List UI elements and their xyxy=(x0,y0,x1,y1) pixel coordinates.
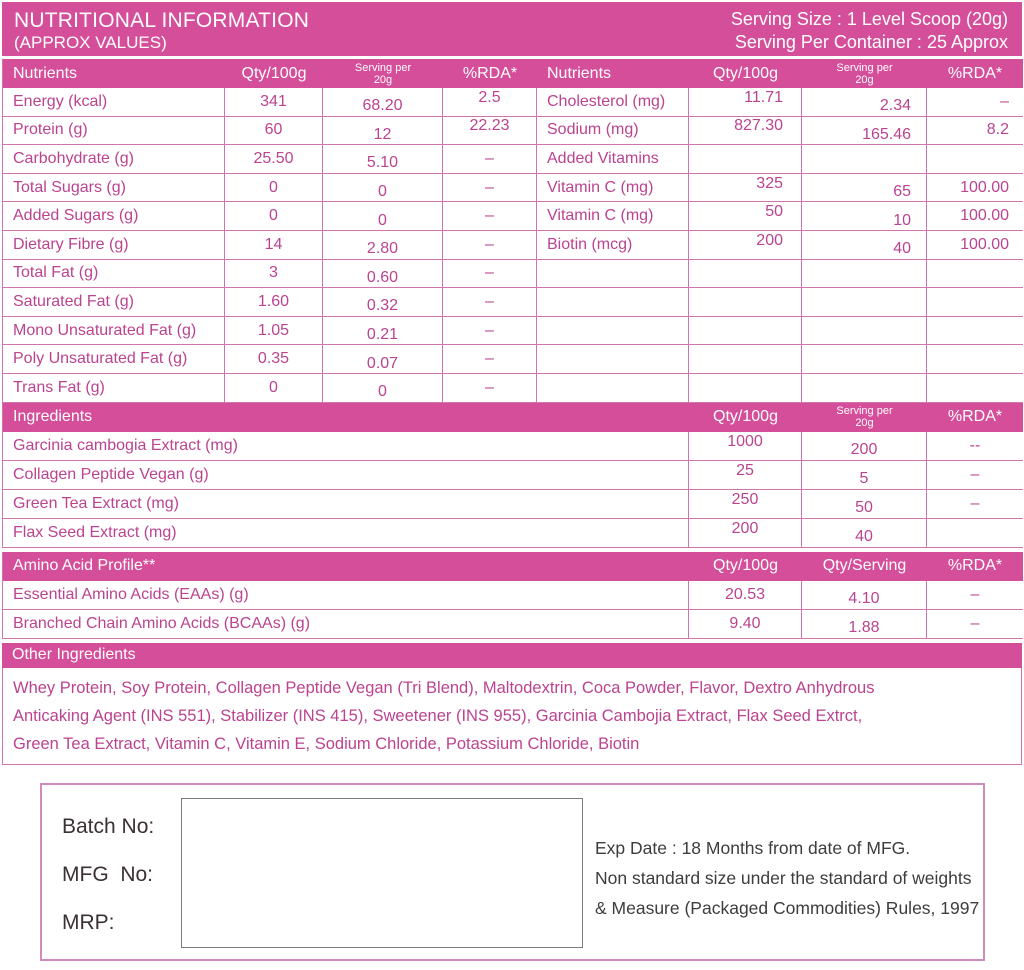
nutrient-name xyxy=(537,288,689,317)
serving-20g-label: 20g xyxy=(373,73,393,86)
nutrient-serving: 0 xyxy=(323,174,443,203)
ingredient-name: Green Tea Extract (mg) xyxy=(3,490,689,519)
nutrient-qty: 0.35 xyxy=(225,345,323,374)
nutrient-rda: – xyxy=(443,374,537,403)
nutrient-rda: 100.00 xyxy=(927,174,1023,203)
other-ingredients-title: Other Ingredients xyxy=(2,643,1022,668)
nutrient-rda xyxy=(927,145,1023,174)
batch-no-label: Batch No: xyxy=(62,814,155,838)
batch-info-box xyxy=(40,783,985,961)
col-header-qty-right: Qty/100g xyxy=(689,59,802,88)
col-header-serving-left xyxy=(323,59,443,88)
batch-details-blank-box xyxy=(181,798,583,948)
nutrient-name xyxy=(537,345,689,374)
nutrient-rda: – xyxy=(443,202,537,231)
serving-per-label: Serving per xyxy=(836,405,893,418)
nutrient-serving xyxy=(802,345,927,374)
nutrient-qty xyxy=(689,374,802,403)
serving-20g-label: 20g xyxy=(855,417,874,430)
page-title: NUTRITIONAL INFORMATION xyxy=(14,9,310,32)
nutrient-rda: – xyxy=(443,288,537,317)
ingredient-rda: – xyxy=(927,490,1023,519)
nutrient-name: Total Sugars (g) xyxy=(3,174,225,203)
nutrient-name: Biotin (mcg) xyxy=(537,231,689,260)
measure-rules-line: & Measure (Packaged Commodities) Rules, 1997 xyxy=(595,897,980,918)
nutrient-qty xyxy=(689,260,802,289)
nutrient-serving: 0 xyxy=(323,374,443,403)
col-header-rda: %RDA* xyxy=(927,403,1023,432)
nutrient-qty: 341 xyxy=(225,88,323,117)
ingredient-rda: -- xyxy=(927,432,1023,461)
other-ingredients-line3: Green Tea Extract, Vitamin C, Vitamin E, Sodium Chloride, Potassium Chloride, Biotin xyxy=(13,734,640,753)
nutrient-rda: – xyxy=(443,260,537,289)
nutrient-qty: 3 xyxy=(225,260,323,289)
nutrition-table xyxy=(2,59,1022,403)
nutrient-rda xyxy=(927,288,1023,317)
ingredient-serving: 50 xyxy=(802,490,927,519)
nutrient-serving xyxy=(802,317,927,346)
mrp-label: MRP: xyxy=(62,910,115,934)
page-subtitle: (APPROX VALUES) xyxy=(14,33,167,52)
serving-per-container: Serving Per Container : 25 Approx xyxy=(734,32,1008,52)
nutrient-name xyxy=(537,374,689,403)
nutrient-serving: 10 xyxy=(802,202,927,231)
other-ingredients-line1: Whey Protein, Soy Protein, Collagen Peptide Vegan (Tri Blend), Maltodextrin, Coca Powder, Flavor, Dextro Anhydrous xyxy=(13,678,875,697)
nutrient-name: Cholesterol (mg) xyxy=(537,88,689,117)
nutrient-name: Protein (g) xyxy=(3,117,225,146)
nutrient-serving: 0.21 xyxy=(323,317,443,346)
serving-info xyxy=(731,8,1008,54)
amino-qty: 20.53 xyxy=(689,581,802,610)
amino-section-title: Amino Acid Profile** xyxy=(3,552,689,581)
nutrient-rda: 22.23 xyxy=(443,117,537,146)
nutrient-rda: 100.00 xyxy=(927,231,1023,260)
non-standard-line: Non standard size under the standard of weights xyxy=(595,867,972,888)
nutrient-serving xyxy=(802,145,927,174)
mfg-no-label: MFG No: xyxy=(62,862,154,886)
ingredient-qty: 25 xyxy=(689,461,802,490)
col-header-rda-left: %RDA* xyxy=(443,59,537,88)
amino-name: Branched Chain Amino Acids (BCAAs) (g) xyxy=(3,610,689,639)
nutrient-serving: 0.07 xyxy=(323,345,443,374)
nutrient-name: Vitamin C (mg) xyxy=(537,202,689,231)
serving-size: Serving Size : 1 Level Scoop (20g) xyxy=(730,9,1008,29)
col-header-qty: Qty/100g xyxy=(689,552,802,581)
nutrient-rda: – xyxy=(443,145,537,174)
serving-per-label: Serving per xyxy=(354,61,412,74)
col-header-serving-right xyxy=(802,59,927,88)
amino-serving: 1.88 xyxy=(802,610,927,639)
col-header-qty-left: Qty/100g xyxy=(225,59,323,88)
col-header-qty-serving: Qty/Serving xyxy=(802,552,927,581)
nutrient-qty: 14 xyxy=(225,231,323,260)
col-header-rda-right: %RDA* xyxy=(927,59,1023,88)
col-header-rda: %RDA* xyxy=(927,552,1023,581)
nutrient-rda: 2.5 xyxy=(443,88,537,117)
amino-name: Essential Amino Acids (EAAs) (g) xyxy=(3,581,689,610)
nutrient-rda: – xyxy=(443,231,537,260)
nutrient-rda: 100.00 xyxy=(927,202,1023,231)
nutrient-rda: – xyxy=(443,317,537,346)
nutrient-qty: 60 xyxy=(225,117,323,146)
nutrient-serving: 0 xyxy=(323,202,443,231)
nutrient-serving xyxy=(802,288,927,317)
ingredient-serving: 40 xyxy=(802,519,927,548)
nutrient-qty xyxy=(689,145,802,174)
nutrient-serving: 2.80 xyxy=(323,231,443,260)
ingredient-name: Garcinia cambogia Extract (mg) xyxy=(3,432,689,461)
nutrient-qty xyxy=(689,317,802,346)
serving-per-label: Serving per xyxy=(836,61,893,74)
col-header-serving xyxy=(802,403,927,432)
nutrient-name xyxy=(537,260,689,289)
other-ingredients-line2: Anticaking Agent (INS 551), Stabilizer (INS 415), Sweetener (INS 955), Garcinia Cambojia Extract, Flax Seed Extrct, xyxy=(13,706,863,725)
nutrient-name: Added Sugars (g) xyxy=(3,202,225,231)
nutrient-serving xyxy=(802,374,927,403)
nutrient-name xyxy=(537,317,689,346)
nutrient-qty: 1.05 xyxy=(225,317,323,346)
nutrient-name: Mono Unsaturated Fat (g) xyxy=(3,317,225,346)
nutrient-serving: 40 xyxy=(802,231,927,260)
exp-date-line: Exp Date : 18 Months from date of MFG. xyxy=(595,837,911,858)
title-band xyxy=(2,2,1022,56)
nutrient-rda: – xyxy=(443,345,537,374)
nutrient-serving: 5.10 xyxy=(323,145,443,174)
amino-rda: – xyxy=(927,610,1023,639)
nutrient-name: Saturated Fat (g) xyxy=(3,288,225,317)
nutrient-serving xyxy=(802,260,927,289)
nutrient-serving: 65 xyxy=(802,174,927,203)
serving-20g-label: 20g xyxy=(855,73,874,86)
amino-acid-table xyxy=(2,552,1022,639)
nutrient-serving: 68.20 xyxy=(323,88,443,117)
ingredient-serving: 200 xyxy=(802,432,927,461)
ingredients-section-title: Ingredients xyxy=(3,403,689,432)
nutrient-rda: 8.2 xyxy=(927,117,1023,146)
nutrient-qty: 0 xyxy=(225,202,323,231)
ingredient-qty: 200 xyxy=(689,519,802,548)
ingredient-name: Collagen Peptide Vegan (g) xyxy=(3,461,689,490)
nutrient-name: Trans Fat (g) xyxy=(3,374,225,403)
ingredient-serving: 5 xyxy=(802,461,927,490)
ingredient-qty: 250 xyxy=(689,490,802,519)
ingredients-table xyxy=(2,403,1022,548)
ingredient-rda: – xyxy=(927,461,1023,490)
nutrient-qty: 325 xyxy=(689,174,802,203)
nutrient-rda: – xyxy=(927,88,1023,117)
expiry-note xyxy=(595,833,979,923)
nutrient-serving: 0.32 xyxy=(323,288,443,317)
nutrient-name: Dietary Fibre (g) xyxy=(3,231,225,260)
nutrient-name: Poly Unsaturated Fat (g) xyxy=(3,345,225,374)
nutrient-qty: 200 xyxy=(689,231,802,260)
amino-serving: 4.10 xyxy=(802,581,927,610)
nutrient-rda xyxy=(927,345,1023,374)
col-header-nutrients-left: Nutrients xyxy=(3,59,225,88)
nutrient-qty: 50 xyxy=(689,202,802,231)
col-header-qty: Qty/100g xyxy=(689,403,802,432)
nutrient-rda: – xyxy=(443,174,537,203)
nutrient-serving: 0.60 xyxy=(323,260,443,289)
nutrient-name: Energy (kcal) xyxy=(3,88,225,117)
nutrient-qty: 827.30 xyxy=(689,117,802,146)
amino-qty: 9.40 xyxy=(689,610,802,639)
ingredient-qty: 1000 xyxy=(689,432,802,461)
nutrient-qty: 0 xyxy=(225,374,323,403)
nutrient-rda xyxy=(927,317,1023,346)
nutrient-name: Carbohydrate (g) xyxy=(3,145,225,174)
col-header-nutrients-right: Nutrients xyxy=(537,59,689,88)
nutrient-qty xyxy=(689,345,802,374)
nutrient-serving: 165.46 xyxy=(802,117,927,146)
ingredient-rda xyxy=(927,519,1023,548)
nutrient-name: Vitamin C (mg) xyxy=(537,174,689,203)
nutrient-qty: 1.60 xyxy=(225,288,323,317)
nutrient-serving: 2.34 xyxy=(802,88,927,117)
nutrient-qty: 0 xyxy=(225,174,323,203)
nutrient-qty xyxy=(689,288,802,317)
nutrient-qty: 25.50 xyxy=(225,145,323,174)
other-ingredients-text xyxy=(2,668,1022,765)
nutrient-rda xyxy=(927,260,1023,289)
nutrient-qty: 11.71 xyxy=(689,88,802,117)
nutrient-name: Added Vitamins xyxy=(537,145,689,174)
nutrient-rda xyxy=(927,374,1023,403)
amino-rda: – xyxy=(927,581,1023,610)
nutrient-serving: 12 xyxy=(323,117,443,146)
nutrient-name: Sodium (mg) xyxy=(537,117,689,146)
nutrient-name: Total Fat (g) xyxy=(3,260,225,289)
ingredient-name: Flax Seed Extract (mg) xyxy=(3,519,689,548)
